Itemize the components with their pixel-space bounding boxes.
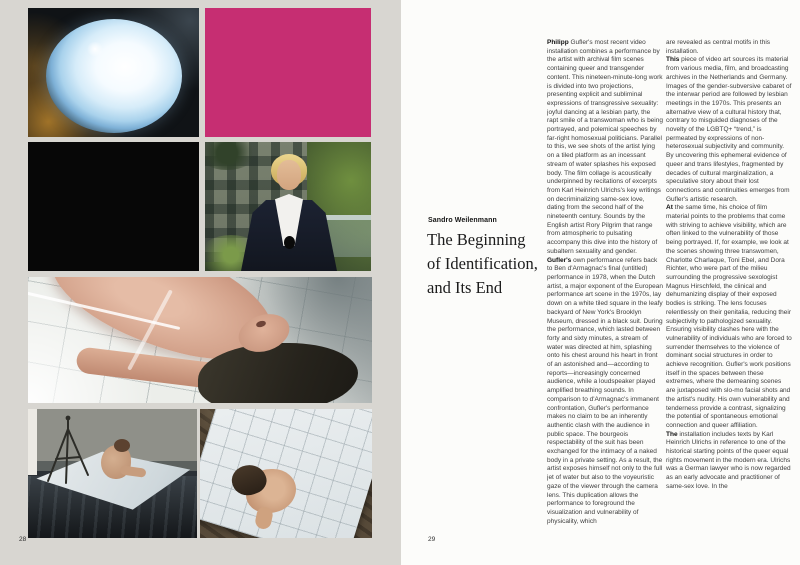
lens-circle: [46, 19, 182, 133]
article-paragraph: At the same time, his choice of film material points to the problems that come with striving to achieve visibility, which are often linked to the vulnerability of those being portrayed. If, for example, we look at the scenes showing three transwomen, Charlotte Charlaque, Toni Ebel, and Dora Richter, who were part of the milieu surrounding the progressive sexologist Magnus Hirschfeld, the clinical and dehumanizing display of their exposed bodies is striking. The lens focuses relentlessly on their genitalia, reducing their subjectivity to pathologized sexuality. Ensuring visibility clashes here with the vulnerability of individuals who are forced to surrender themselves to the violence of dominant social structures in order to achieve recognition. Gufler's work positions itself in the spaces between these extremes, where the demeaning scenes are juxtaposed with slo-mo facial shots and the artist's nudity. His own vulnerability and tenderness provide a contrast, signalizing the potential of spontaneous emotional connection and queer affiliation.: [666, 204, 792, 429]
white-wall-edge: [28, 409, 37, 475]
performance-closeup-still: [28, 277, 372, 403]
tripod-stand-icon: [42, 415, 94, 487]
politician-speech-still: [205, 142, 371, 271]
title-line-2: of Identification,: [427, 254, 538, 273]
author-name: Sandro Weilenmann: [428, 217, 497, 224]
page-number-right: 29: [428, 536, 436, 543]
magenta-panel: [205, 8, 371, 137]
lens-glint: [86, 42, 104, 56]
right-page: [401, 0, 800, 565]
article-paragraph: Gufler's own performance refers back to Ben d'Armagnac's final (untitled) performance in 1978, when the Dutch artist, a major exponent of the European performance art scene in the 1970s, lay down on a white tiled square in the leafy backyard of New York's Brooklyn Museum, dressed in a black suit. During the performance, which lasted between forty and sixty minutes, a stream of water was directed at him, splashing onto his chest around his heart in front of an astonished and—according to reports—increasingly concerned audience, while a loudspeaker played amplified breathing sounds. In comparison to d'Armagnac's immanent confrontation, Gufler's performance makes no claim to be an inherently authentic clash with the audience in public space. The bourgeois respectability of the suit has been exchanged for the intimacy of a naked body in a private setting. As a result, the artist exposes himself not only to the full jet of water but also to the voyeuristic gaze of the viewer through the camera lens. This duplication allows the performance to foreground the visualization and vulnerability of physicality, which: [547, 256, 663, 525]
page-number-left: 28: [19, 536, 27, 543]
article-paragraph: are revealed as central motifs in this installation.: [666, 39, 771, 55]
essay-title: [427, 228, 538, 300]
fisheye-sky-still: [28, 8, 199, 137]
speaker-face: [277, 160, 301, 190]
tiled-platform-side-still: [28, 409, 197, 538]
tiled-platform-top-still: [200, 409, 372, 538]
article-paragraph: This piece of video art sources its material from various media, film, and broadcasting archives in the Netherlands and Germany. Images of the gender-subversive cabaret of the interwar period are followed by lesbian meetings in the 1970s. This presents an alternative view of a cultural history that, contrary to misguided diagnoses of the novelty of the LGBTQ+ “trend,” is permeated by expressions of non-heterosexual subjectivity and community. By uncovering this ephemeral evidence of queer and trans lifestyles, fragmented by decades of cultural marginalization, a speculative story about their lost connections and continuities emerges from Gufler's artistic research.: [666, 56, 792, 203]
title-line-3: and Its End: [427, 278, 503, 297]
figure-hair: [114, 439, 130, 452]
microphone: [284, 236, 295, 249]
text-column-2: [666, 39, 792, 492]
title-line-1: The Beginning: [427, 230, 526, 249]
article-paragraph: Philipp Gufler's most recent video installation combines a performance by the artist with archival film scenes containing queer and transgender content. This nineteen-minute-long work is divided into two projections, presenting explicit and subliminal expressions of transgressive sexuality: joyful dancing at a lesbian party, the rapt smile of a transwoman who is being portrayed, and polemical speeches by far-right homosexual politicians. Parallel to this, we see shots of the artist lying on a tiled platform as an incessant stream of water splashes his exposed body. The film collage is acoustically underpinned by recitations of excerpts from Karl Heinrich Ulrichs's key writings on decriminalizing same-sex love, dating from the second half of the nineteenth century. Sounds by the English artist Rory Pilgrim that range from atmospheric to pulsating accompany this dive into the history of subaltern sexuality and gender.: [547, 39, 663, 255]
black-panel: [28, 142, 199, 271]
text-column-1: [547, 39, 663, 526]
article-paragraph: The installation includes texts by Karl Heinrich Ulrichs in reference to one of the historical starting points of the queer equal rights movement in the modern era. Ulrichs was a German lawyer who is now regarded as an early advocate and practitioner of same-sex love. In the: [666, 430, 791, 490]
